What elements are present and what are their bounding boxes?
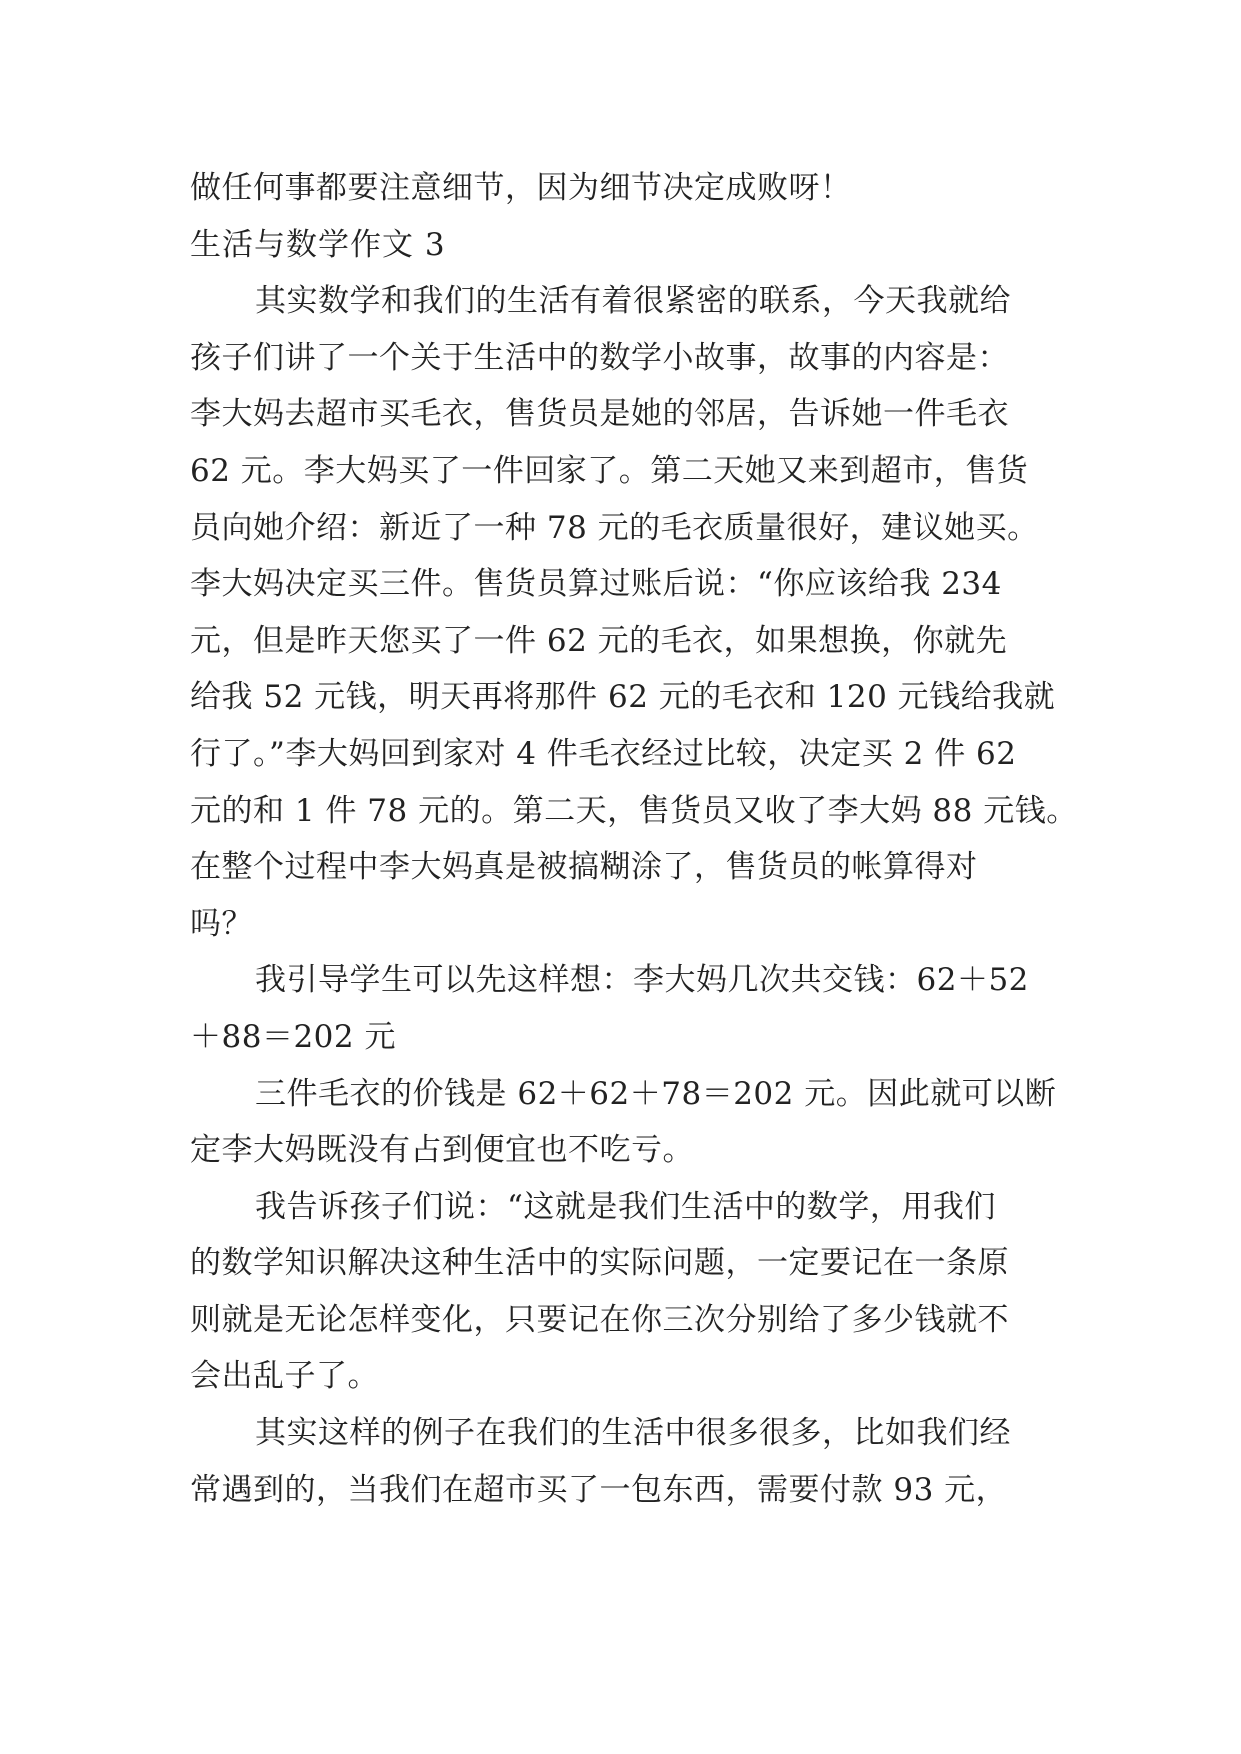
intro-line: 做任何事都要注意细节，因为细节决定成败呀！ (190, 170, 852, 206)
paragraph-line: 常遇到的，当我们在超市买了一包东西，需要付款 93 元， (190, 1471, 1008, 1508)
paragraph-line: 会出乱子了。 (190, 1358, 379, 1395)
paragraph-line: 其实这样的例子在我们的生活中很多很多，比如我们经 (255, 1415, 1011, 1452)
paragraph-line: 行了。”李大妈回到家对 4 件毛衣经过比较，决定买 2 件 62 (190, 735, 1017, 772)
paragraph-line: 元，但是昨天您买了一件 62 元的毛衣，如果想换，你就先 (190, 622, 1008, 659)
paragraph-line: 定李大妈既没有占到便宜也不吃亏。 (190, 1132, 694, 1169)
paragraph-4 (190, 1179, 1070, 1405)
paragraph-line: 三件毛衣的价钱是 62＋62＋78＝202 元。因此就可以断 (255, 1075, 1057, 1112)
paragraph-line: 孩子们讲了一个关于生活中的数学小故事，故事的内容是： (190, 339, 1009, 376)
paragraph-line: 吗？ (190, 905, 253, 942)
paragraph-1 (190, 273, 1078, 952)
paragraph-2 (190, 952, 1070, 1065)
paragraph-5 (190, 1405, 1070, 1518)
paragraph-line: 其实数学和我们的生活有着很紧密的联系，今天我就给 (255, 283, 1011, 320)
paragraph-line: 我引导学生可以先这样想：李大妈几次共交钱：62＋52 (255, 962, 1029, 999)
essay-title: 生活与数学作文 3 (190, 226, 446, 263)
paragraph-line: 李大妈去超市买毛衣，售货员是她的邻居，告诉她一件毛衣 (190, 396, 1009, 433)
paragraph-line: 我告诉孩子们说：“这就是我们生活中的数学，用我们 (255, 1188, 996, 1225)
paragraph-line: 在整个过程中李大妈真是被搞糊涂了，售货员的帐算得对 (190, 849, 978, 886)
document-body (190, 160, 1078, 1518)
paragraph-line: 李大妈决定买三件。售货员算过账后说：“你应该给我 234 (190, 566, 1002, 603)
paragraph-line: 员向她介绍：新近了一种 78 元的毛衣质量很好，建议她买。 (190, 509, 1039, 546)
paragraph-line: 的数学知识解决这种生活中的实际问题，一定要记在一条原 (190, 1245, 1009, 1282)
paragraph-line: 则就是无论怎样变化，只要记在你三次分别给了多少钱就不 (190, 1301, 1009, 1338)
paragraph-line: ＋88＝202 元 (190, 1018, 396, 1055)
paragraph-line: 给我 52 元钱，明天再将那件 62 元的毛衣和 120 元钱给我就 (190, 679, 1056, 716)
paragraph-line: 元的和 1 件 78 元的。第二天，售货员又收了李大妈 88 元钱。 (190, 792, 1078, 829)
paragraph-line: 62 元。李大妈买了一件回家了。第二天她又来到超市，售货 (190, 452, 1029, 489)
paragraph-3 (190, 1066, 1070, 1179)
